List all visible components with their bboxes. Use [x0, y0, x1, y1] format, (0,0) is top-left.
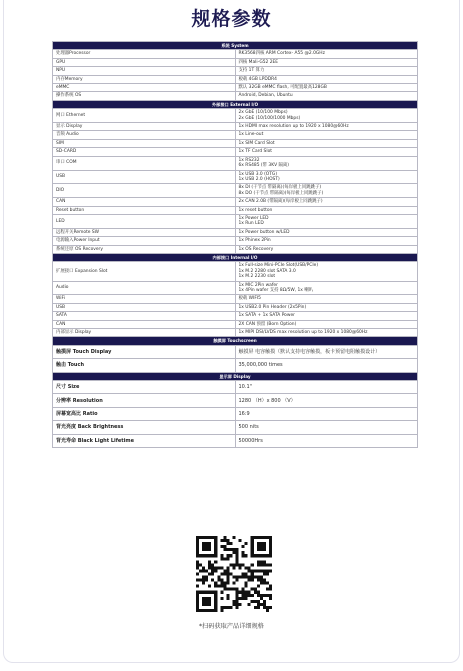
spec-key: 内部显示 Display [53, 329, 236, 337]
spec-value-line: Android, Debian, Ubuntu [238, 93, 293, 99]
spec-value-line: 2X CAN 预留 (Born Option) [238, 321, 297, 327]
spec-value-line: 1x USB2.0 Pin Header (2x5Pin) [238, 304, 307, 310]
section-header [53, 253, 418, 261]
spec-row [53, 50, 418, 58]
spec-key: 网口 Ethernet [53, 109, 236, 123]
spec-value [235, 381, 418, 394]
spec-key: NPU [53, 67, 236, 75]
spec-value [235, 320, 418, 328]
spec-value-line: 1x RS232 [238, 157, 260, 163]
spec-key: 触摸屏 Touch Display [53, 345, 236, 358]
spec-value [235, 58, 418, 66]
section-header [53, 337, 418, 345]
spec-value-line: 1x MIC 2Pin wafer [238, 282, 278, 288]
spec-value [235, 214, 418, 228]
spec-row [53, 381, 418, 394]
spec-row [53, 156, 418, 170]
spec-key: SATA [53, 312, 236, 320]
spec-row [53, 170, 418, 184]
spec-value-line: 1x Power button w/LED [238, 229, 290, 235]
spec-row [53, 394, 418, 407]
spec-key: Reset button [53, 206, 236, 214]
spec-value [235, 228, 418, 236]
spec-row [53, 214, 418, 228]
spec-row [53, 237, 418, 245]
spec-key: 处理器Processor [53, 50, 236, 58]
spec-key: 分辨率 Resolution [53, 394, 236, 407]
spec-row [53, 262, 418, 281]
spec-value [235, 206, 418, 214]
section-header [53, 42, 418, 50]
spec-value [235, 67, 418, 75]
spec-value-line: 触摸屏 电容触摸（默认支持电容触摸，板卡预留电阻触摸设计） [238, 349, 381, 356]
spec-value [235, 281, 418, 295]
spec-row [53, 123, 418, 131]
spec-key: USB [53, 303, 236, 311]
spec-value-line: 1x 4Pin wafer 支持 8Ω/5W, 1x 喇叭 [238, 288, 314, 293]
spec-value [235, 295, 418, 303]
spec-value-line: RK3568四核 ARM Cortex- A55 @2.0GHz [238, 51, 325, 57]
spec-value-line: 2x GbE (10/100 Mbps) [238, 110, 288, 116]
spec-key: DIO [53, 184, 236, 198]
spec-value-line: 默认 32GB eMMC flash, 可配置最高128GB [238, 85, 327, 91]
spec-value-line: 1x reset button [238, 207, 273, 213]
spec-value [235, 359, 418, 372]
spec-value [235, 237, 418, 245]
spec-value [235, 262, 418, 281]
spec-row [53, 281, 418, 295]
spec-value [235, 245, 418, 253]
spec-row [53, 320, 418, 328]
spec-value [235, 407, 418, 420]
spec-key: 触击 Touch [53, 359, 236, 372]
section-header-label: 显示屏 Display [53, 372, 418, 380]
spec-row [53, 148, 418, 156]
spec-value [235, 139, 418, 147]
spec-key: 屏幕宽高比 Ratio [53, 407, 236, 420]
spec-value-line: 2x CAN 2.0B (带隔离)(每岸板上同跳跳子) [238, 199, 323, 205]
spec-value-line: 1x USB 3.0 (OTG) [238, 171, 278, 177]
section-header-label: 系统 System [53, 42, 418, 50]
spec-value-line: 50000Hrs [238, 437, 263, 444]
spec-row [53, 109, 418, 123]
spec-value-line: 1x Run LED [238, 221, 264, 227]
spec-value-line: 四核 Mali-G52 2EE [238, 59, 279, 65]
spec-value [235, 198, 418, 206]
spec-value-line: 10.1" [238, 384, 252, 391]
spec-value [235, 170, 418, 184]
spec-key: 尺寸 Size [53, 381, 236, 394]
spec-value-line: 8x DI (干节点 带隔离)(每岸板上同跳跳子) [238, 185, 322, 191]
spec-value [235, 109, 418, 123]
spec-value-line: 2x GbE (10/100/1000 Mbps) [238, 115, 301, 121]
spec-value [235, 421, 418, 434]
spec-row [53, 245, 418, 253]
spec-row [53, 58, 418, 66]
spec-value-line: 1x TF Card Slot [238, 149, 272, 155]
spec-value-line: 500 nits [238, 424, 259, 431]
spec-value-line: 8x DO (干节点 带隔离)(每岸板上同跳跳子) [238, 190, 324, 196]
section-header-label: 触摸屏 Touchscreen [53, 337, 418, 345]
spec-key: 背光寿命 Black Light Lifetime [53, 434, 236, 447]
spec-value-line: 1x HDMI max resolution up to 1920 x 1080@60Hz [238, 124, 349, 130]
spec-row [53, 198, 418, 206]
spec-value-line: 支持 1T 算力 [238, 68, 265, 74]
qr-code[interactable] [196, 536, 272, 612]
spec-value [235, 123, 418, 131]
spec-card [3, 0, 460, 663]
spec-value-line: 1x Phinex 2Pin [238, 238, 271, 244]
spec-key: SIM [53, 139, 236, 147]
spec-value-line: 16:9 [238, 410, 250, 417]
spec-row [53, 206, 418, 214]
spec-key: 显示 Display [53, 123, 236, 131]
spec-value-line: 1x M.2 2230 slot [238, 274, 276, 280]
spec-key: 扩展接口 Expansion Slot [53, 262, 236, 281]
spec-row [53, 421, 418, 434]
spec-key: 音频 Audio [53, 131, 236, 139]
spec-key: LED [53, 214, 236, 228]
spec-row [53, 84, 418, 92]
spec-value-line: 1x SIM Card Slot [238, 140, 275, 146]
spec-key: 远程开关Remote SW [53, 228, 236, 236]
spec-key: 系统还原 OS Recovery [53, 245, 236, 253]
spec-row [53, 345, 418, 358]
spec-row [53, 329, 418, 337]
spec-value [235, 75, 418, 83]
spec-value-line: 1x M.2 2280 slot SATA 3.0 [238, 268, 296, 274]
spec-key: 电源输入Power Input [53, 237, 236, 245]
spec-key: WiFi [53, 295, 236, 303]
spec-row [53, 228, 418, 236]
spec-value-line: 1x USB 2.0 (HOST) [238, 176, 280, 182]
spec-row [53, 434, 418, 447]
section-header [53, 100, 418, 108]
spec-value-line: 板载 4GB LPDDR4 [238, 76, 277, 82]
spec-key: 操作系统 OS [53, 92, 236, 100]
spec-row [53, 184, 418, 198]
spec-value-line: 35,000,000 times [238, 362, 283, 369]
spec-value-line: 1x OS Recovery [238, 246, 274, 252]
spec-key: CAN [53, 320, 236, 328]
qr-caption: *扫码获取产品详细规格 [199, 623, 264, 630]
spec-value [235, 92, 418, 100]
spec-key: GPU [53, 58, 236, 66]
spec-value [235, 434, 418, 447]
spec-table-wrapper [52, 41, 418, 448]
spec-value [235, 394, 418, 407]
spec-row [53, 312, 418, 320]
spec-value-line: 1x SATA + 1x SATA Power [238, 313, 295, 319]
spec-row [53, 303, 418, 311]
spec-key: CAN [53, 198, 236, 206]
spec-key: USB [53, 170, 236, 184]
spec-row [53, 67, 418, 75]
spec-value [235, 84, 418, 92]
spec-table [52, 41, 418, 448]
spec-value [235, 329, 418, 337]
spec-value [235, 156, 418, 170]
spec-row [53, 75, 418, 83]
spec-key: SD-CARD [53, 148, 236, 156]
section-header-label: 内部接口 Internal I/O [53, 253, 418, 261]
section-header [53, 372, 418, 380]
spec-row [53, 295, 418, 303]
spec-value-line: 板载 WIFI5 [238, 296, 261, 302]
spec-row [53, 92, 418, 100]
page-title: 规格参数 [191, 8, 272, 30]
spec-value [235, 312, 418, 320]
spec-value [235, 184, 418, 198]
spec-value [235, 345, 418, 358]
spec-key: 内存Memory [53, 75, 236, 83]
spec-row [53, 407, 418, 420]
spec-value-line: 1x Line-out [238, 132, 264, 138]
spec-value-line: 1x Power LED [238, 215, 269, 221]
section-header-label: 外部接口 External I/O [53, 100, 418, 108]
spec-value [235, 148, 418, 156]
spec-key: 背光亮度 Back Brightness [53, 421, 236, 434]
spec-value-line: 1x Full-size Mini-PCIe Slot(USB/PCIe) [238, 263, 319, 269]
spec-key: eMMC [53, 84, 236, 92]
spec-row [53, 139, 418, 147]
spec-value-line: 6x RS485 (带 3KV 隔离) [238, 163, 289, 169]
spec-value [235, 50, 418, 58]
spec-value-line: 1x MIPI DSI/LVDS max resolution up to 1920 x 1080@60Hz [238, 330, 368, 336]
spec-row [53, 359, 418, 372]
spec-value [235, 303, 418, 311]
spec-key: 串口 COM [53, 156, 236, 170]
spec-row [53, 131, 418, 139]
spec-key: Audio [53, 281, 236, 295]
spec-value-line: 1280 （H）x 800 （V） [238, 397, 296, 404]
spec-value [235, 131, 418, 139]
